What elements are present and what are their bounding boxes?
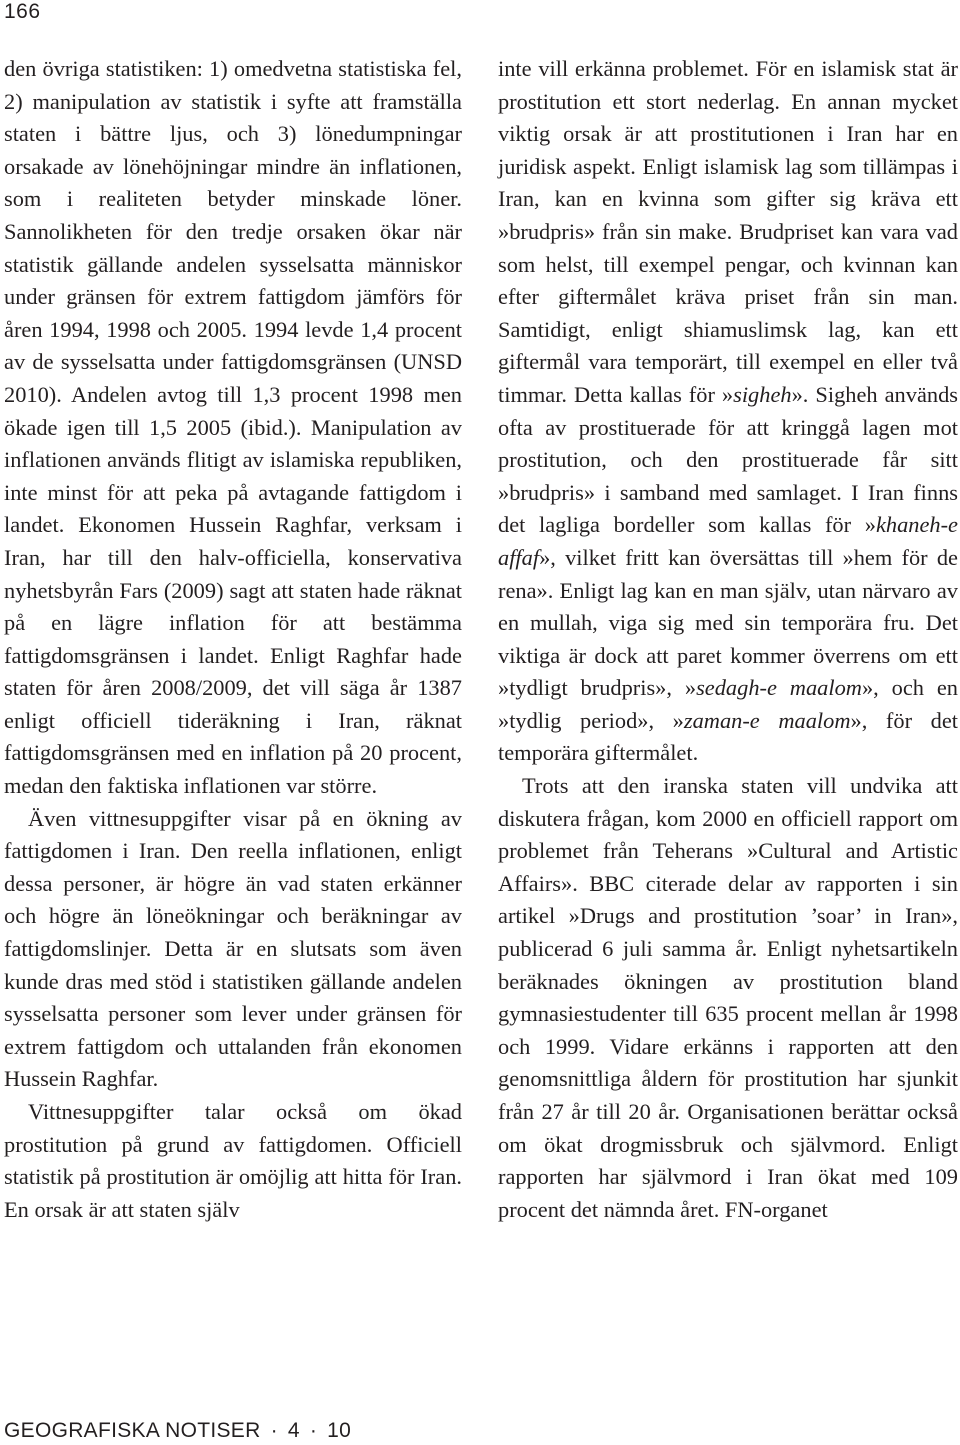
- right-paragraph-2: Trots att den iranska staten vill undvika att diskutera frågan, kom 2000 en officiell rapport om problemet från Teherans »Cultural and Artistic Affairs». BBC citerade delar av rapporten i sin artikel »Drugs and prostitution ’soar’ in Iran», publicerad 6 juli samma år. Enligt nyhetsartikeln beräknades ökningen av prostitution bland gymnasiestudenter till 635 procent mellan år 1998 och 1999. Vidare erkänns i rapporten att den genomsnittliga åldern för prostitution har sjunkit från 27 år till 20 år. Organisationen berättar också om ökat drogmissbruk och självmord. Enligt rapporten har självmord i Iran ökat med 109 procent det nämnda året. FN-organet: [498, 773, 958, 1222]
- right-p1-text-d: », och en »tydlig period», »: [498, 675, 958, 733]
- left-paragraph-3: Vittnesuppgifter talar också om ökad prostitution på grund av fattigdomen. Officiell statistik på prostitution är omöjlig att hitta för Iran. En orsak är att staten själv: [4, 1099, 462, 1222]
- right-p1-text-a: inte vill erkänna problemet. För en islamisk stat är prostitution ett stort nederlag. En annan mycket viktig orsak är att prostitutionen i Iran har en juridisk aspekt. Enligt islamisk lag som tillämpas i Iran, kan en kvinna som gifter sig kräva ett »brudpris» från sin make. Brudpriset kan vara vad som helst, till exempel pengar, och kvinnan kan efter giftermålet kräva priset från sin man. Samtidigt, enligt shiamuslimsk lag, kan ett giftermål vara temporärt, till exempel en eller två timmar. Detta kallas för »: [498, 56, 958, 407]
- page-number: 166: [4, 0, 41, 23]
- left-paragraph-2: Även vittnesuppgifter visar på en ökning av fattigdomen i Iran. Den reella inflationen, enligt dessa personer, är högre än vad staten erkänner och högre än löneökningar och beräkningar av fattigdomslinjer. Detta är en slutsats som även kunde dras med stöd i statistiken gällande andelen sysselsatta personer som lever under gränsen för extrem fattigdom och uttalanden från ekonomen Hussein Raghfar.: [4, 805, 462, 1092]
- term-sigheh: sigheh: [733, 381, 792, 407]
- term-khaneh-e-affaf: khaneh-e affaf: [498, 512, 958, 570]
- right-p1-text-e: », för det temporära giftermålet.: [498, 707, 959, 766]
- right-column: [498, 53, 958, 1226]
- right-p1-text-c: », vilket fritt kan översättas till »hem för de rena». Enligt lag kan en man själv, utan närvaro av en mullah, viga sig med sin temporära fru. Det viktiga är dock att paret kommer överrens om ett »tydligt brudpris», »: [498, 544, 958, 701]
- left-paragraph-1: den övriga statistiken: 1) omedvetna statistiska fel, 2) manipulation av statistik i syfte att framställa staten i bättre ljus, och 3) lönedumpningar orsakade av lönehöjningar mindre än inflationen, som i realiteten betyder minskade löner. Sannolikheten för den tredje orsaken ökar när statistik gällande andelen sysselsatta människor under gränsen för extrem fattigdom jämförs för åren 1994, 1998 och 2005. 1994 levde 1,4 procent av de sysselsatta under fattigdomsgränsen (UNSD 2010). Andelen avtog till 1,3 procent 1998 men ökade igen till 1,5 2005 (ibid.). Manipulation av inflationen används flitigt av islamiska republiken, inte minst för att peka på avtagande fattigdom i landet. Ekonomen Hussein Raghfar, verksam i Iran, har till den halv-officiella, konservativa nyhetsbyrån Fars (2009) sagt att staten hade räknat på en lägre inflation för att bestämma fattigdomsgränsen i landet. Enligt Raghfar hade staten för åren 2008/2009, det vill säga år 1387 enligt officiell tideräkning i Iran, räknat fattigdomsgränsen med en inflation på 20 procent, medan den faktiska inflationen var större.: [4, 56, 462, 799]
- right-paragraph-1: [498, 53, 958, 770]
- term-sedagh-e-maalom: sedagh-e maalom: [696, 675, 862, 701]
- journal-volume: 4: [287, 1419, 300, 1442]
- journal-footer: [4, 1419, 351, 1443]
- footer-separator-1: ·: [270, 1419, 278, 1442]
- left-column: [4, 53, 462, 1226]
- term-zaman-e-maalom: zaman-e maalom: [683, 707, 851, 733]
- right-p1-text-b: ». Sigheh används ofta av prostituerade för att kringgå lagen mot prostitution, och den prostituerade får sitt »brudpris» i samband med samlaget. I Iran finns det lagliga bordeller som kallas för »: [498, 381, 958, 538]
- journal-issue: 10: [327, 1419, 352, 1442]
- journal-title: GEOGRAFISKA NOTISER: [4, 1419, 261, 1442]
- footer-separator-2: ·: [309, 1419, 318, 1442]
